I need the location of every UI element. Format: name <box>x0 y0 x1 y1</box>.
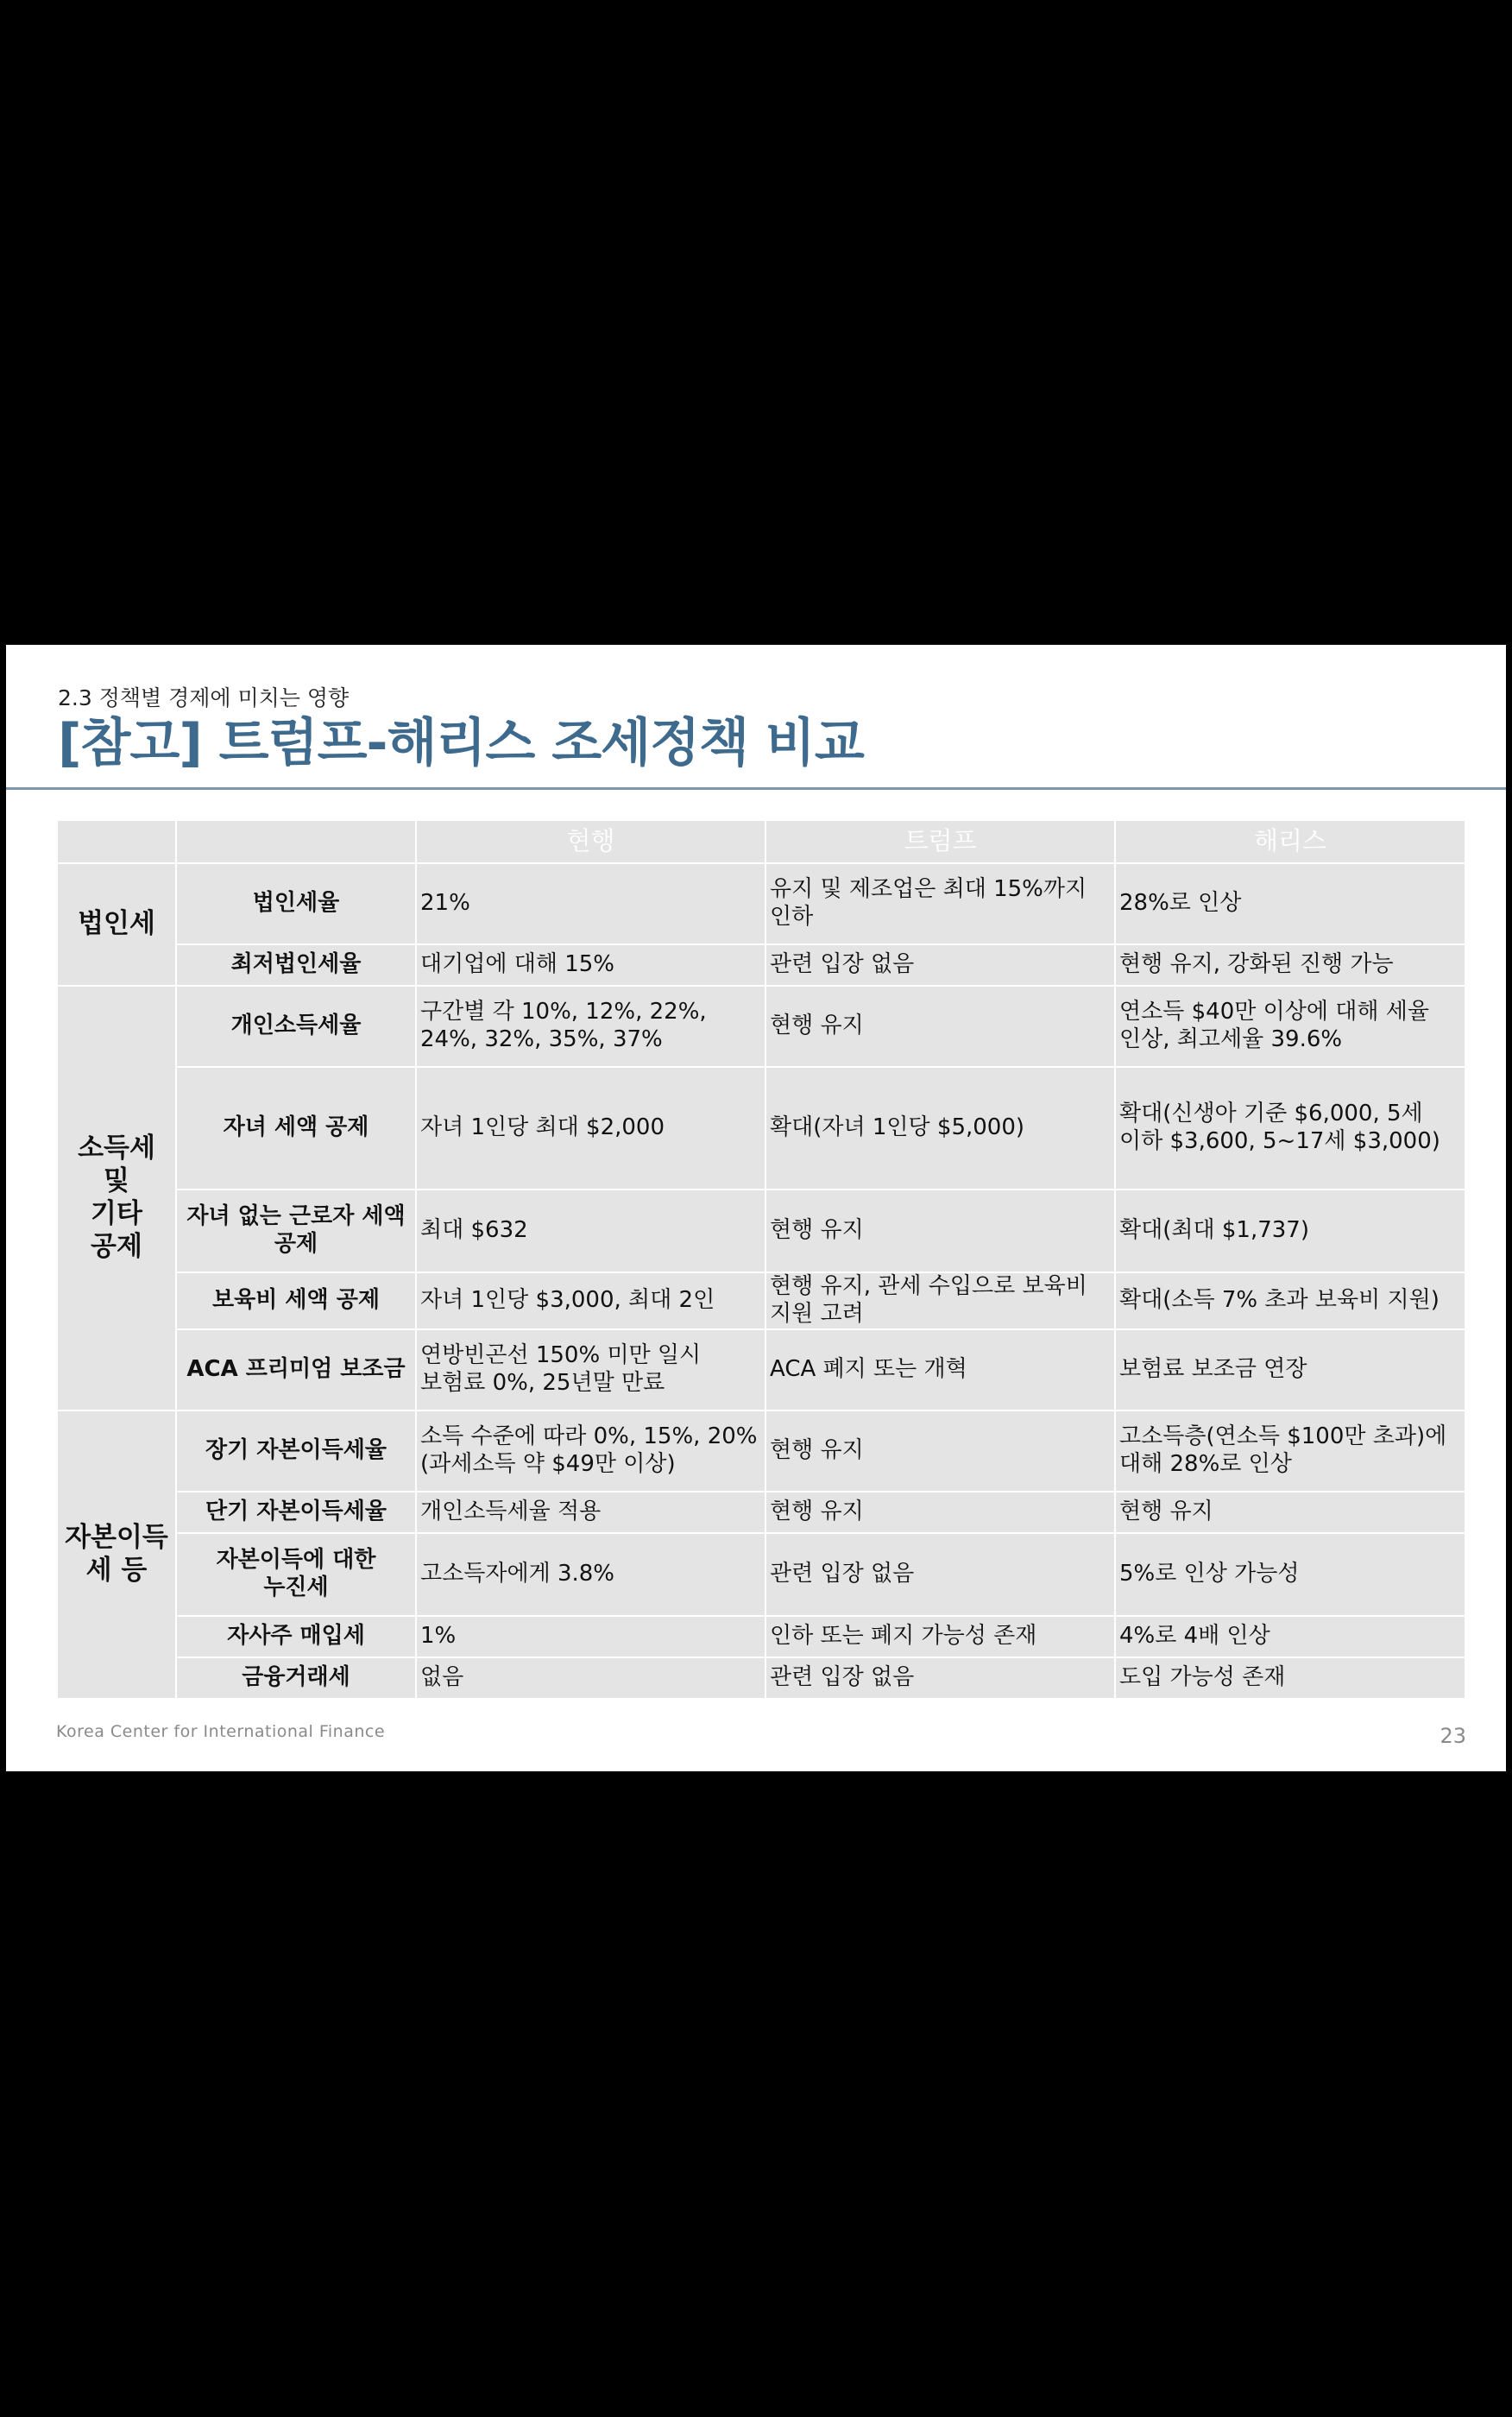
cell-harris: 4%로 4배 인상 <box>1115 1616 1465 1657</box>
row-item: 법인세율 <box>176 863 416 944</box>
page-title: [참고] 트럼프-해리스 조세정책 비교 <box>58 713 864 773</box>
table-row <box>57 1657 1465 1699</box>
header-current: 현행 <box>416 820 765 863</box>
footer-organization: Korea Center for International Finance <box>56 1722 386 1741</box>
section-breadcrumb: 2.3 정책별 경제에 미치는 영향 <box>58 685 350 710</box>
cell-trump: 현행 유지 <box>765 1410 1115 1492</box>
cell-current: 연방빈곤선 150% 미만 일시 보험료 0%, 25년말 만료 <box>416 1329 765 1410</box>
table-row <box>57 1190 1465 1272</box>
row-item: 금융거래세 <box>176 1657 416 1699</box>
category-income-tax: 소득세 및 기타 공제 <box>57 986 176 1410</box>
table-row <box>57 1329 1465 1410</box>
cell-harris: 현행 유지 <box>1115 1492 1465 1533</box>
cell-current: 21% <box>416 863 765 944</box>
category-capital-gains-tax: 자본이득 세 등 <box>57 1410 176 1699</box>
table-row <box>57 1533 1465 1616</box>
cell-trump: ACA 폐지 또는 개혁 <box>765 1329 1115 1410</box>
cell-harris: 확대(신생아 기준 $6,000, 5세 이하 $3,600, 5~17세 $3,000) <box>1115 1067 1465 1190</box>
table-row <box>57 944 1465 986</box>
cell-trump: 관련 입장 없음 <box>765 1533 1115 1616</box>
row-item: 자녀 없는 근로자 세액 공제 <box>176 1190 416 1272</box>
header-harris: 해리스 <box>1115 820 1465 863</box>
row-item: 장기 자본이득세율 <box>176 1410 416 1492</box>
cell-trump: 현행 유지 <box>765 1190 1115 1272</box>
cell-current: 소득 수준에 따라 0%, 15%, 20%(과세소득 약 $49만 이상) <box>416 1410 765 1492</box>
row-item: 최저법인세율 <box>176 944 416 986</box>
cell-trump: 관련 입장 없음 <box>765 1657 1115 1699</box>
cell-current: 자녀 1인당 최대 $2,000 <box>416 1067 765 1190</box>
cell-current: 자녀 1인당 $3,000, 최대 2인 <box>416 1272 765 1329</box>
slide <box>6 645 1506 1771</box>
cell-harris: 보험료 보조금 연장 <box>1115 1329 1465 1410</box>
title-divider <box>6 787 1506 790</box>
row-item: 단기 자본이득세율 <box>176 1492 416 1533</box>
cell-trump: 현행 유지, 관세 수입으로 보육비 지원 고려 <box>765 1272 1115 1329</box>
header-blank-category <box>57 820 176 863</box>
cell-harris: 확대(최대 $1,737) <box>1115 1190 1465 1272</box>
row-item: 자본이득에 대한 누진세 <box>176 1533 416 1616</box>
row-item: 개인소득세율 <box>176 986 416 1067</box>
cell-trump: 인하 또는 폐지 가능성 존재 <box>765 1616 1115 1657</box>
cell-current: 대기업에 대해 15% <box>416 944 765 986</box>
row-item: ACA 프리미엄 보조금 <box>176 1329 416 1410</box>
cell-harris: 28%로 인상 <box>1115 863 1465 944</box>
table-row <box>57 986 1465 1067</box>
cell-harris: 현행 유지, 강화된 진행 가능 <box>1115 944 1465 986</box>
table-row <box>57 1616 1465 1657</box>
category-corporate-tax: 법인세 <box>57 863 176 986</box>
cell-trump: 확대(자녀 1인당 $5,000) <box>765 1067 1115 1190</box>
table-row <box>57 1410 1465 1492</box>
table-header-row <box>57 820 1465 863</box>
table-row <box>57 1067 1465 1190</box>
cell-current: 구간별 각 10%, 12%, 22%, 24%, 32%, 35%, 37% <box>416 986 765 1067</box>
cell-trump: 관련 입장 없음 <box>765 944 1115 986</box>
cell-trump: 현행 유지 <box>765 1492 1115 1533</box>
cell-harris: 확대(소득 7% 초과 보육비 지원) <box>1115 1272 1465 1329</box>
cell-current: 개인소득세율 적용 <box>416 1492 765 1533</box>
cell-harris: 고소득층(연소득 $100만 초과)에 대해 28%로 인상 <box>1115 1410 1465 1492</box>
cell-current: 최대 $632 <box>416 1190 765 1272</box>
cell-current: 고소득자에게 3.8% <box>416 1533 765 1616</box>
cell-current: 없음 <box>416 1657 765 1699</box>
cell-trump: 현행 유지 <box>765 986 1115 1067</box>
header-trump: 트럼프 <box>765 820 1115 863</box>
page-number: 23 <box>1440 1724 1466 1748</box>
header-blank-item <box>176 820 416 863</box>
row-item: 보육비 세액 공제 <box>176 1272 416 1329</box>
cell-harris: 5%로 인상 가능성 <box>1115 1533 1465 1616</box>
cell-current: 1% <box>416 1616 765 1657</box>
table-row <box>57 1492 1465 1533</box>
cell-trump: 유지 및 제조업은 최대 15%까지 인하 <box>765 863 1115 944</box>
row-item: 자녀 세액 공제 <box>176 1067 416 1190</box>
table-row <box>57 863 1465 944</box>
table-row <box>57 1272 1465 1329</box>
cell-harris: 도입 가능성 존재 <box>1115 1657 1465 1699</box>
cell-harris: 연소득 $40만 이상에 대해 세율 인상, 최고세율 39.6% <box>1115 986 1465 1067</box>
tax-policy-comparison-table <box>56 819 1466 1700</box>
row-item: 자사주 매입세 <box>176 1616 416 1657</box>
